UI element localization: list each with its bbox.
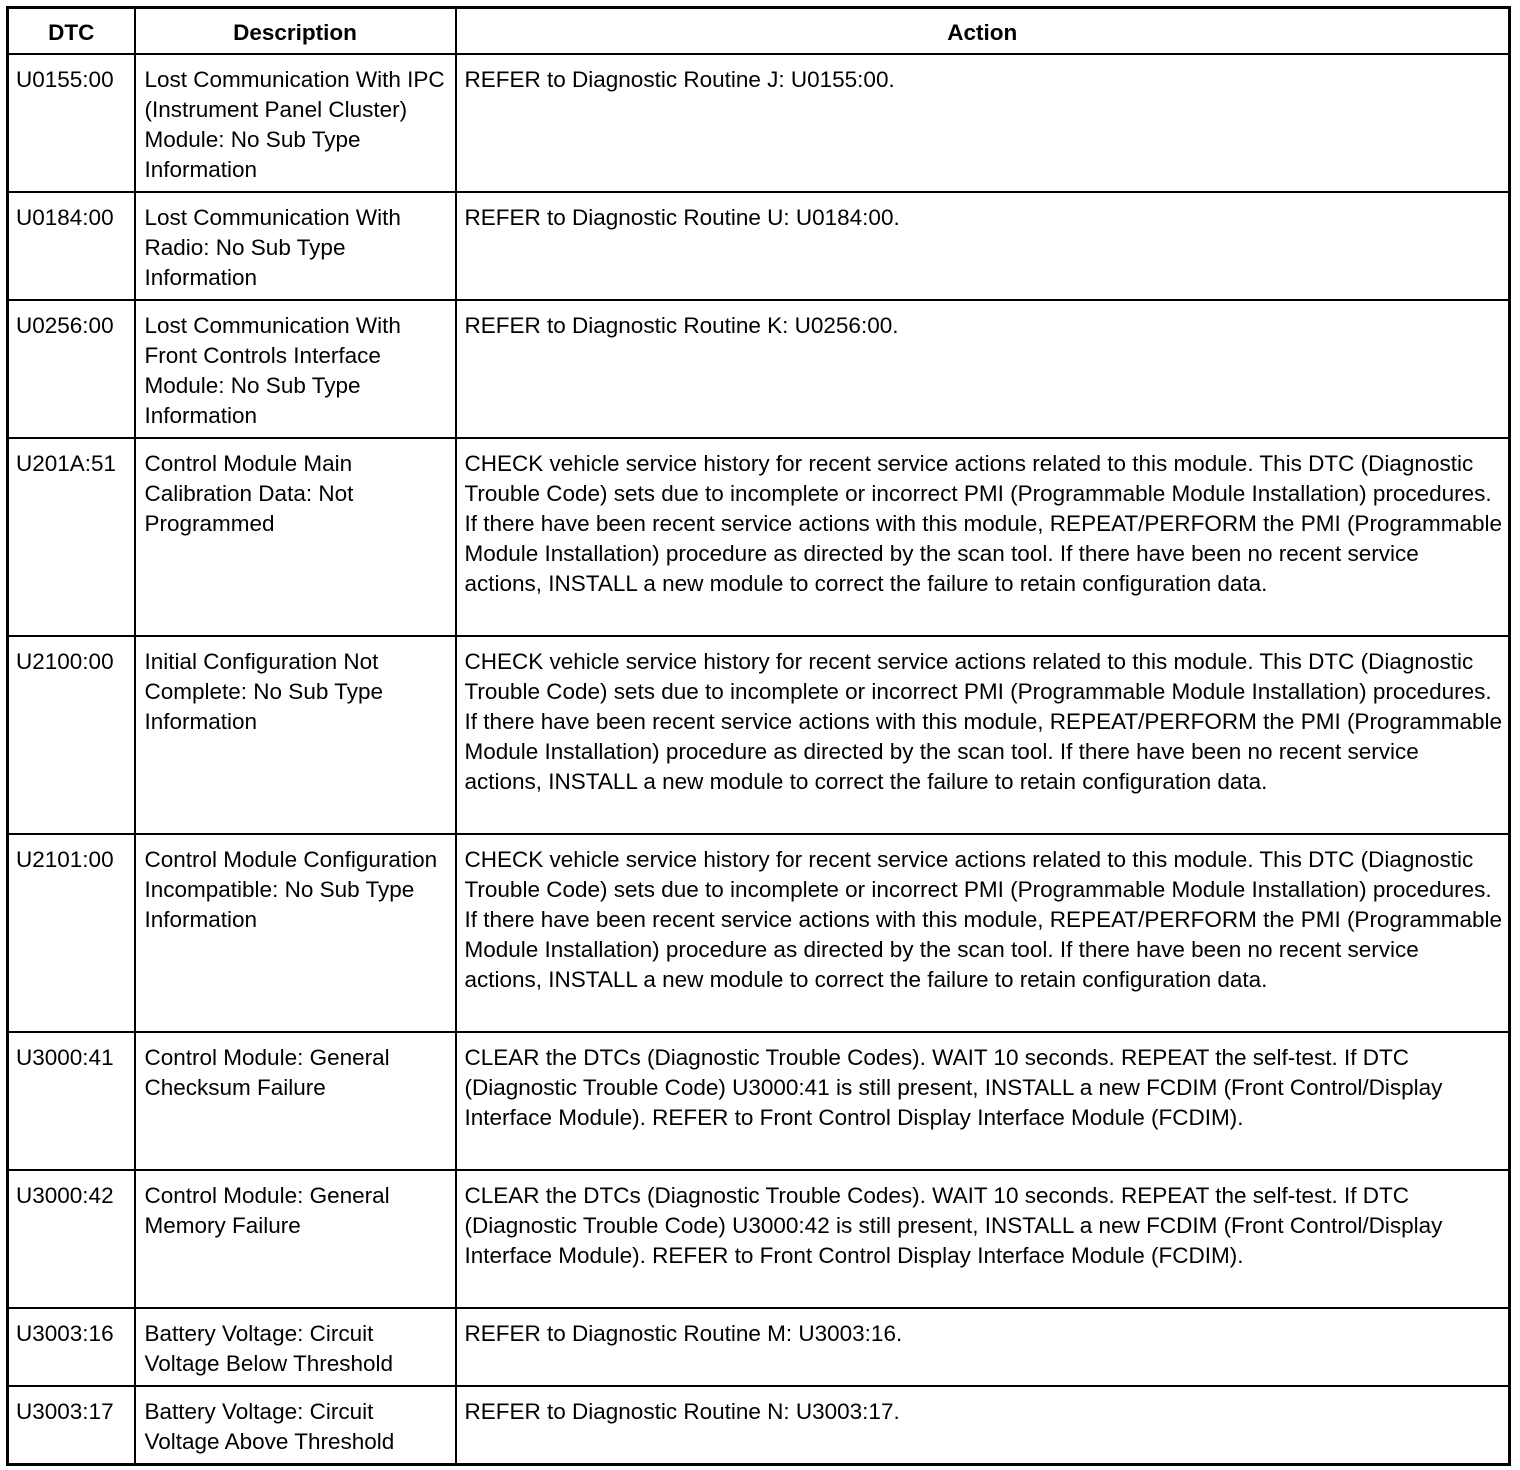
header-description: Description [135,8,456,55]
dtc-action: CHECK vehicle service history for recent service actions related to this module. This DTC (Diagnostic Trouble Code) sets due to incomplete or incorrect PMI (Programmable Module Installation) procedures. If there have been recent service actions with this module, REPEAT/PERFORM the PMI (Programmable Module Installation) procedure as directed by the scan tool. If there have been no recent service actions, INSTALL a new module to correct the failure to retain configuration data. [456,438,1510,636]
dtc-action: REFER to Diagnostic Routine N: U3003:17. [456,1386,1510,1464]
header-row [8,8,1510,55]
table-row [8,1032,1510,1170]
dtc-code: U3003:16 [8,1308,135,1386]
dtc-code: U0184:00 [8,192,135,300]
dtc-description: Control Module: General Checksum Failure [135,1032,456,1170]
dtc-action: CHECK vehicle service history for recent service actions related to this module. This DTC (Diagnostic Trouble Code) sets due to incomplete or incorrect PMI (Programmable Module Installation) procedures. If there have been recent service actions with this module, REPEAT/PERFORM the PMI (Programmable Module Installation) procedure as directed by the scan tool. If there have been no recent service actions, INSTALL a new module to correct the failure to retain configuration data. [456,636,1510,834]
dtc-code: U3003:17 [8,1386,135,1464]
table-row [8,1386,1510,1464]
table-row [8,1170,1510,1308]
dtc-description: Battery Voltage: Circuit Voltage Above Threshold [135,1386,456,1464]
dtc-description: Control Module Configuration Incompatible: No Sub Type Information [135,834,456,1032]
dtc-action: CLEAR the DTCs (Diagnostic Trouble Codes). WAIT 10 seconds. REPEAT the self-test. If DTC (Diagnostic Trouble Code) U3000:41 is still present, INSTALL a new FCDIM (Front Control/Display Interface Module). REFER to Front Control Display Interface Module (FCDIM). [456,1032,1510,1170]
dtc-action: REFER to Diagnostic Routine K: U0256:00. [456,300,1510,438]
dtc-description: Control Module Main Calibration Data: Not Programmed [135,438,456,636]
table-row [8,834,1510,1032]
table-row [8,438,1510,636]
dtc-code: U201A:51 [8,438,135,636]
dtc-code: U2101:00 [8,834,135,1032]
table-body [8,54,1510,1464]
table-row [8,300,1510,438]
header-action: Action [456,8,1510,55]
dtc-code: U3000:41 [8,1032,135,1170]
dtc-action: REFER to Diagnostic Routine J: U0155:00. [456,54,1510,192]
header-dtc: DTC [8,8,135,55]
table-row [8,1308,1510,1386]
dtc-description: Lost Communication With IPC (Instrument Panel Cluster) Module: No Sub Type Information [135,54,456,192]
dtc-action: REFER to Diagnostic Routine U: U0184:00. [456,192,1510,300]
table-row [8,192,1510,300]
dtc-description: Lost Communication With Radio: No Sub Type Information [135,192,456,300]
dtc-description: Battery Voltage: Circuit Voltage Below Threshold [135,1308,456,1386]
dtc-description: Control Module: General Memory Failure [135,1170,456,1308]
table-header [8,8,1510,55]
dtc-description: Lost Communication With Front Controls Interface Module: No Sub Type Information [135,300,456,438]
dtc-table [6,6,1511,1466]
table-row [8,636,1510,834]
dtc-code: U3000:42 [8,1170,135,1308]
dtc-description: Initial Configuration Not Complete: No Sub Type Information [135,636,456,834]
dtc-code: U0256:00 [8,300,135,438]
dtc-action: CLEAR the DTCs (Diagnostic Trouble Codes). WAIT 10 seconds. REPEAT the self-test. If DTC (Diagnostic Trouble Code) U3000:42 is still present, INSTALL a new FCDIM (Front Control/Display Interface Module). REFER to Front Control Display Interface Module (FCDIM). [456,1170,1510,1308]
dtc-action: CHECK vehicle service history for recent service actions related to this module. This DTC (Diagnostic Trouble Code) sets due to incomplete or incorrect PMI (Programmable Module Installation) procedures. If there have been recent service actions with this module, REPEAT/PERFORM the PMI (Programmable Module Installation) procedure as directed by the scan tool. If there have been no recent service actions, INSTALL a new module to correct the failure to retain configuration data. [456,834,1510,1032]
dtc-code: U0155:00 [8,54,135,192]
dtc-action: REFER to Diagnostic Routine M: U3003:16. [456,1308,1510,1386]
table-row [8,54,1510,192]
dtc-code: U2100:00 [8,636,135,834]
